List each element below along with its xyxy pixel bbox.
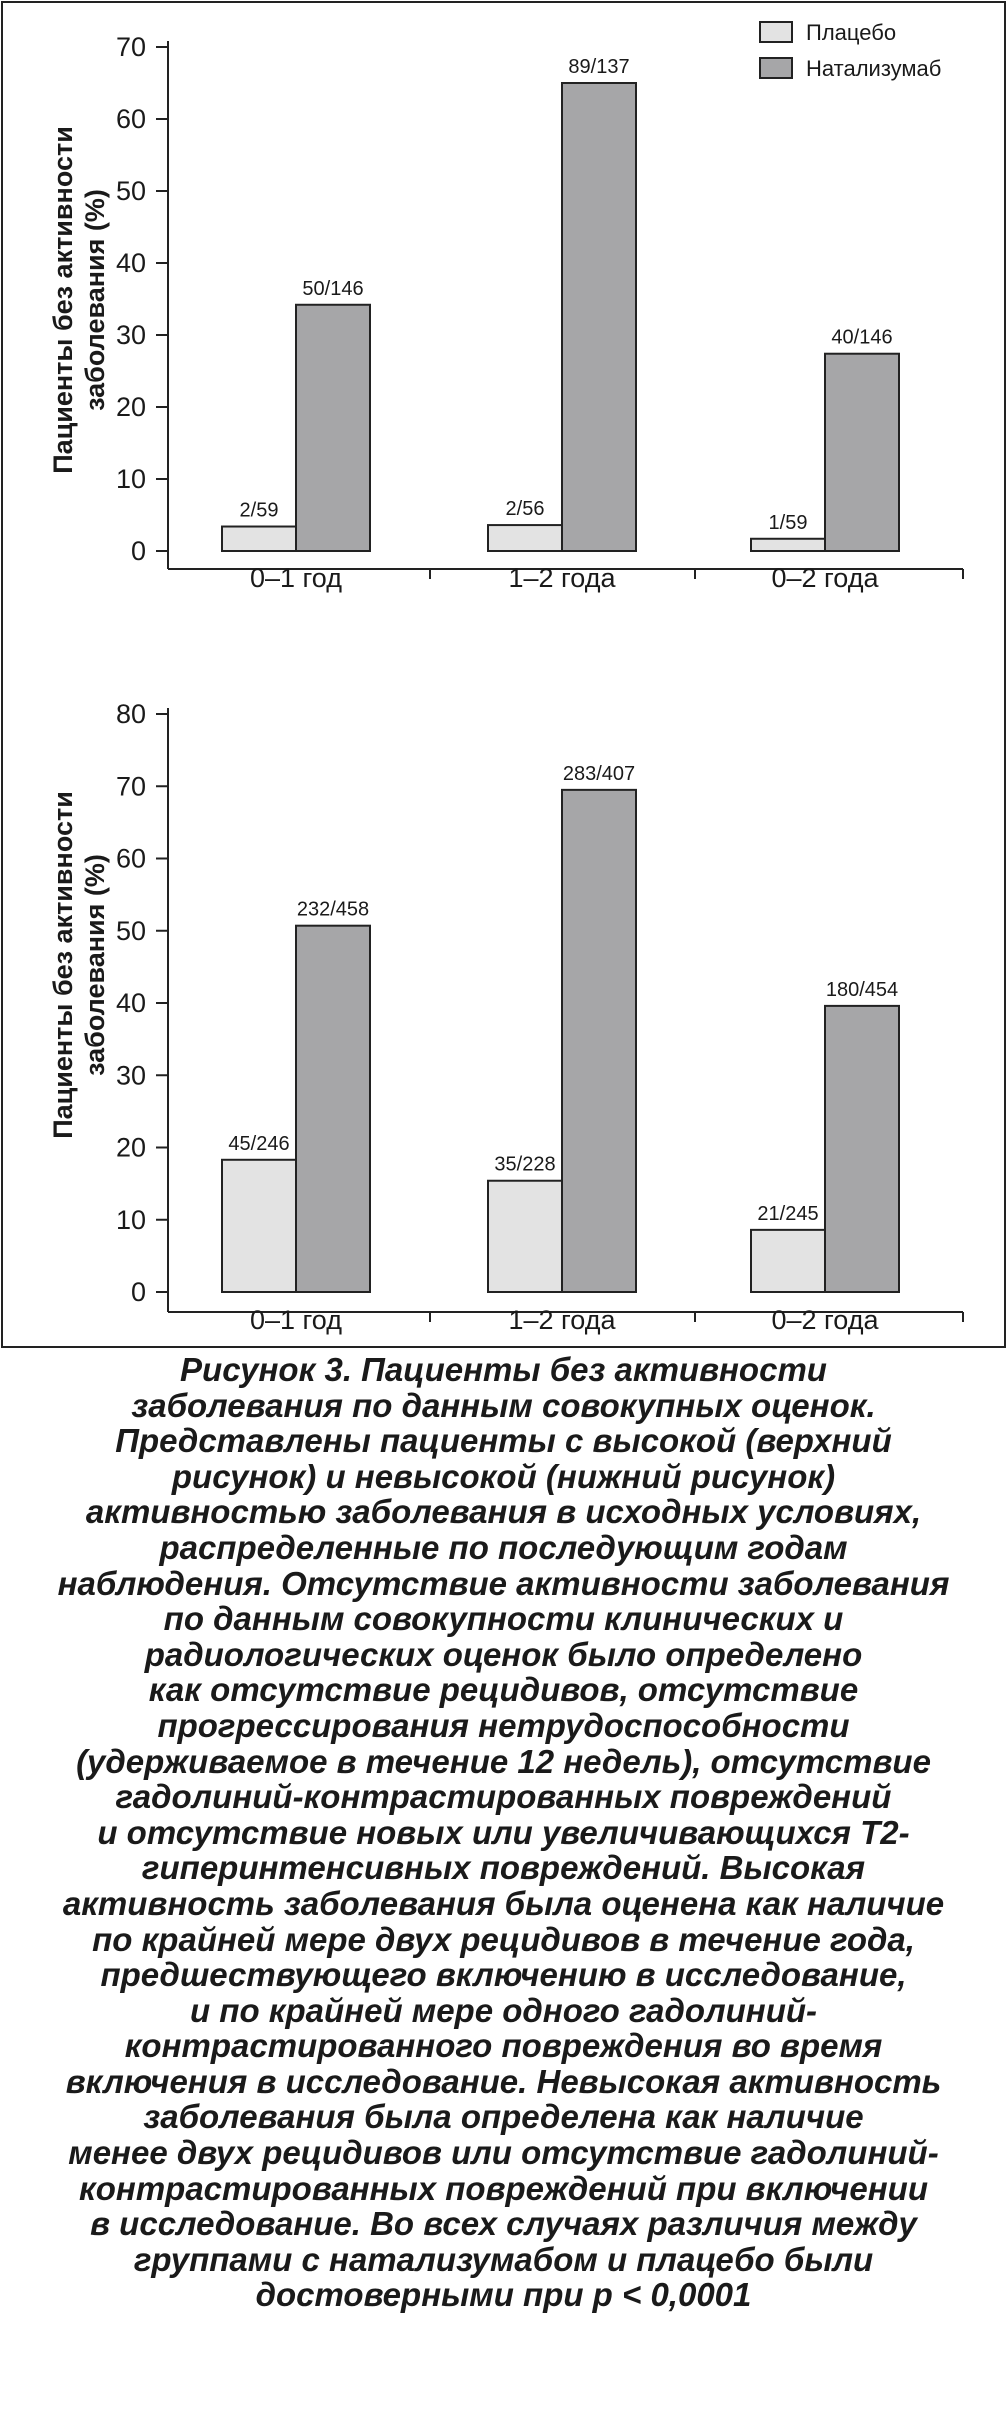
caption-line: контрастированных повреждений при включении bbox=[79, 2169, 928, 2207]
legend-swatch bbox=[760, 22, 792, 42]
y-axis-label-line: Пациенты без активности bbox=[48, 126, 78, 474]
bar-data-label: 2/56 bbox=[505, 498, 545, 521]
y-axis-label-line: заболевания (%) bbox=[80, 189, 110, 411]
y-tick-label: 10 bbox=[115, 464, 146, 494]
caption-line: контрастированного повреждения во время bbox=[124, 2027, 883, 2065]
caption-line: распределенные по последующим годам bbox=[159, 1528, 848, 1566]
bar-data-label: 180/454 bbox=[825, 978, 899, 1001]
y-tick-label: 30 bbox=[115, 1060, 146, 1091]
y-tick-label: 80 bbox=[115, 699, 146, 729]
caption-line: заболевания была определена как наличие bbox=[143, 2098, 864, 2136]
caption-line: активностью заболевания в исходных условиях, bbox=[85, 1493, 922, 1531]
caption-line: Представлены пациенты с высокой (верхний bbox=[115, 1422, 892, 1460]
y-tick-label: 0 bbox=[130, 536, 146, 566]
bar-placebo bbox=[488, 1181, 562, 1292]
caption-line: радиологических оценок было определено bbox=[144, 1635, 863, 1673]
bar-natalizumab bbox=[825, 1006, 899, 1292]
y-tick-label: 70 bbox=[115, 32, 146, 62]
caption-line: по данным совокупности клинических и bbox=[163, 1600, 844, 1638]
caption-line: по крайней мере двух рецидивов в течение года, bbox=[92, 1920, 915, 1958]
caption-line: и по крайней мере одного гадолиний- bbox=[189, 1991, 818, 2029]
caption-line: достоверными при p < 0,0001 bbox=[255, 2276, 752, 2314]
bar-placebo bbox=[222, 1160, 296, 1292]
y-tick-label: 60 bbox=[115, 104, 146, 134]
y-tick-label: 60 bbox=[115, 843, 146, 874]
legend-label: Натализумаб bbox=[806, 56, 942, 81]
category-label: 0–2 года bbox=[771, 563, 879, 593]
bar-data-label: 50/146 bbox=[302, 277, 364, 300]
legend-swatch bbox=[760, 58, 792, 78]
category-label: 1–2 года bbox=[508, 1305, 616, 1335]
y-tick-label: 40 bbox=[115, 248, 146, 278]
caption-line: предшествующего включению в исследование, bbox=[100, 1956, 907, 1994]
bar-data-label: 283/407 bbox=[562, 762, 636, 785]
bar-natalizumab bbox=[296, 305, 370, 551]
caption-line: Рисунок 3. Пациенты без активности bbox=[180, 1351, 827, 1388]
bar-natalizumab bbox=[562, 83, 636, 551]
caption-line: и отсутствие новых или увеличивающихся Т2- bbox=[97, 1813, 910, 1851]
caption-line: гиперинтенсивных повреждений. Высокая bbox=[141, 1849, 866, 1887]
y-tick-label: 20 bbox=[115, 1132, 146, 1163]
y-tick-label: 40 bbox=[115, 988, 146, 1018]
caption-line: (удерживаемое в течение 12 недель), отсутствие bbox=[76, 1742, 931, 1780]
y-tick-label: 70 bbox=[115, 771, 146, 802]
caption-line: наблюдения. Отсутствие активности заболевания bbox=[57, 1564, 950, 1602]
bar-natalizumab bbox=[562, 790, 636, 1292]
y-tick-label: 10 bbox=[115, 1204, 146, 1235]
bar-placebo bbox=[751, 539, 825, 551]
caption-line: менее двух рецидивов или отсутствие гадолиний- bbox=[68, 2134, 939, 2172]
bar-data-label: 2/59 bbox=[239, 499, 279, 522]
y-tick-label: 50 bbox=[115, 176, 146, 206]
bar-natalizumab bbox=[825, 354, 899, 551]
bar-data-label: 35/228 bbox=[494, 1153, 556, 1176]
caption-line: как отсутствие рецидивов, отсутствие bbox=[148, 1671, 859, 1709]
bar-data-label: 1/59 bbox=[768, 511, 808, 534]
bar-data-label: 89/137 bbox=[568, 56, 630, 78]
caption-line: заболевания по данным совокупных оценок. bbox=[131, 1386, 876, 1424]
bar-placebo bbox=[751, 1230, 825, 1292]
figure-caption bbox=[0, 1352, 1007, 2313]
category-label: 1–2 года bbox=[508, 563, 616, 593]
y-tick-label: 50 bbox=[115, 915, 146, 946]
category-label: 0–1 год bbox=[250, 1305, 342, 1335]
caption-line: гадолиний-контрастированных повреждений bbox=[115, 1778, 892, 1816]
caption-line: включения в исследование. Невысокая активность bbox=[65, 2062, 942, 2100]
caption-line: в исследование. Во всех случаях различия между bbox=[90, 2205, 917, 2243]
caption-line: прогрессирования нетрудоспособности bbox=[157, 1706, 850, 1744]
y-tick-label: 0 bbox=[130, 1277, 146, 1307]
y-axis-label-line: заболевания (%) bbox=[80, 854, 110, 1076]
caption-line: активность заболевания была оценена как наличие bbox=[62, 1884, 945, 1922]
bar-natalizumab bbox=[296, 926, 370, 1292]
y-tick-label: 30 bbox=[115, 320, 146, 350]
bar-data-label: 21/245 bbox=[757, 1202, 819, 1225]
y-tick-label: 20 bbox=[115, 392, 146, 422]
category-label: 0–1 год bbox=[250, 563, 342, 593]
bar-placebo bbox=[488, 525, 562, 551]
bar-data-label: 40/146 bbox=[831, 326, 893, 349]
caption-line: рисунок) и невысокой (нижний рисунок) bbox=[171, 1457, 836, 1495]
legend-label: Плацебо bbox=[806, 20, 897, 45]
caption-line: группами с натализумабом и плацебо были bbox=[133, 2240, 874, 2278]
y-axis-label-line: Пациенты без активности bbox=[48, 791, 78, 1139]
category-label: 0–2 года bbox=[771, 1305, 879, 1335]
bar-data-label: 232/458 bbox=[296, 898, 370, 921]
bar-data-label: 45/246 bbox=[228, 1132, 290, 1155]
bar-placebo bbox=[222, 527, 296, 551]
